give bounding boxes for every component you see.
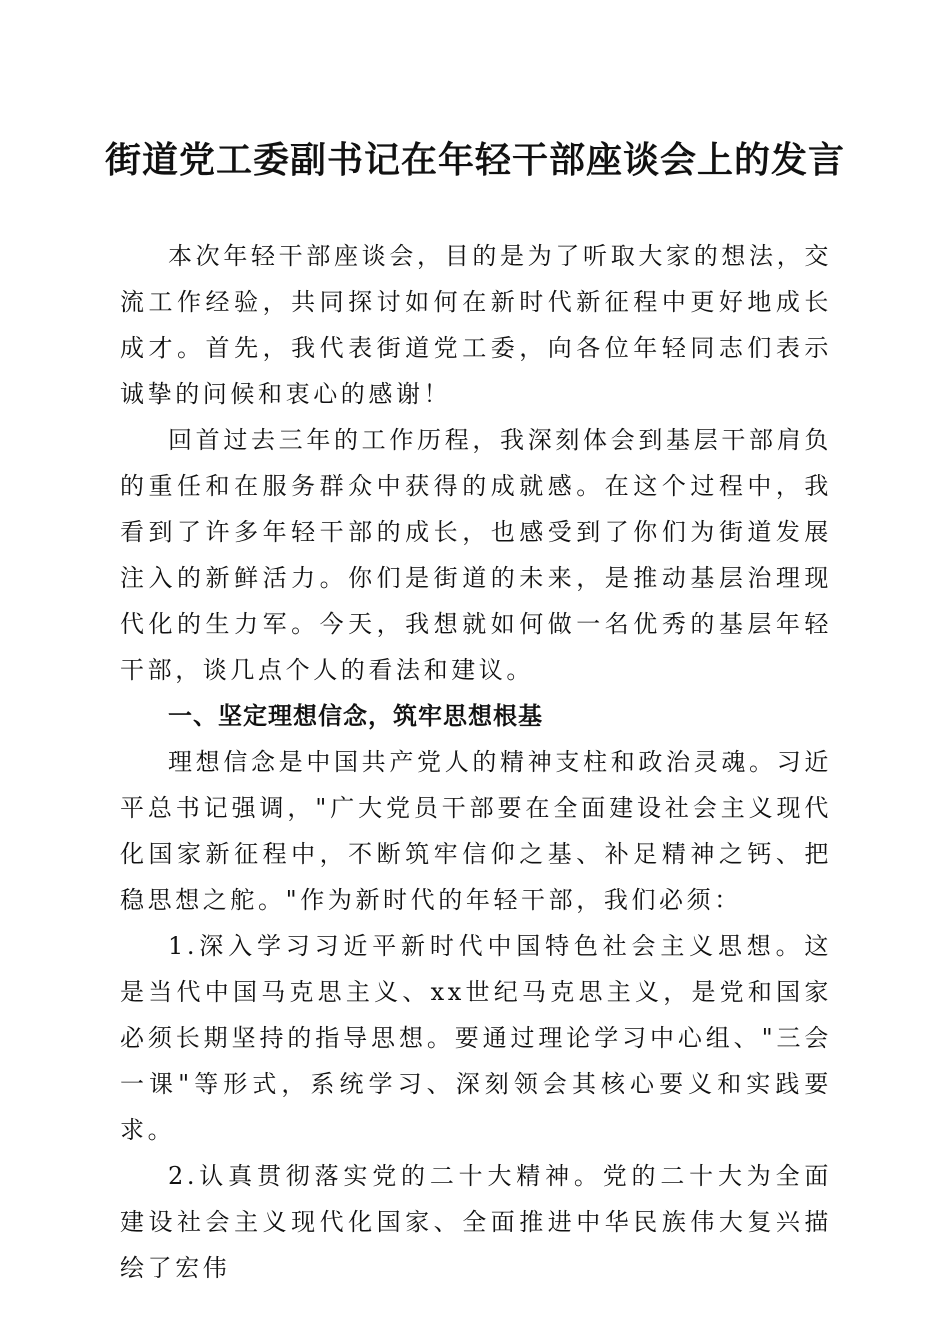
- document-title: 街道党工委副书记在年轻干部座谈会上的发言: [104, 139, 845, 181]
- document-body: [120, 233, 832, 1291]
- paragraph-opening: 本次年轻干部座谈会，目的是为了听取大家的想法，交流工作经验，共同探讨如何在新时代新征程中更好地成长成才。首先，我代表街道党工委，向各位年轻同志们表示诚挚的问候和衷心的感谢！: [120, 242, 832, 408]
- list-item-2: 2.认真贯彻落实党的二十大精神。党的二十大为全面建设社会主义现代化国家、全面推进中华民族伟大复兴描绘了宏伟: [120, 1162, 832, 1282]
- section-heading-1: 一、坚定理想信念，筑牢思想根基: [168, 702, 543, 730]
- paragraph-review: 回首过去三年的工作历程，我深刻体会到基层干部肩负的重任和在服务群众中获得的成就感。在这个过程中，我看到了许多年轻干部的成长，也感受到了你们为街道发展注入的新鲜活力。你们是街道的未来，是推动基层治理现代化的生力军。今天，我想就如何做一名优秀的基层年轻干部，谈几点个人的看法和建议。: [120, 426, 832, 684]
- list-item-1: 1.深入学习习近平新时代中国特色社会主义思想。这是当代中国马克思主义、xx世纪马克思主义，是党和国家必须长期坚持的指导思想。要通过理论学习中心组、"三会一课"等形式，系统学习、深刻领会其核心要义和实践要求。: [120, 932, 832, 1144]
- paragraph-section1-intro: 理想信念是中国共产党人的精神支柱和政治灵魂。习近平总书记强调，"广大党员干部要在全面建设社会主义现代化国家新征程中，不断筑牢信仰之基、补足精神之钙、把稳思想之舵。"作为新时代的年轻干部，我们必须：: [120, 748, 832, 914]
